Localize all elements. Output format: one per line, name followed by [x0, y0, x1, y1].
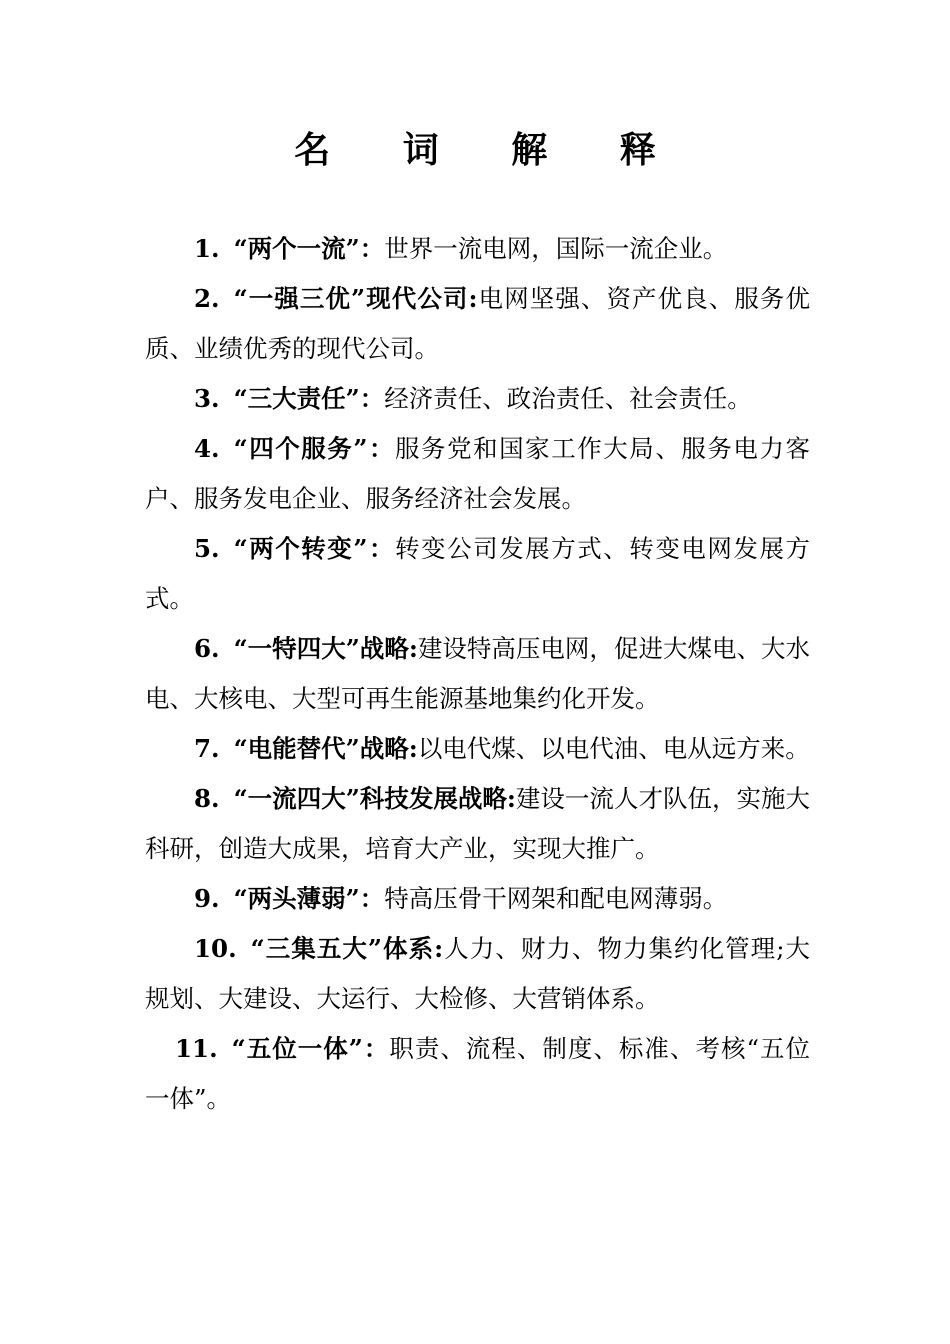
item-definition: 人力、财力、物力集约化管理;大规划、大建设、大运行、大检修、大营销体系。: [145, 934, 810, 1013]
item-definition: 经济责任、政治责任、社会责任。: [384, 384, 752, 413]
item-number: 5.: [194, 534, 220, 563]
definition-item-6: [145, 624, 810, 724]
item-term: “五位一体”：: [231, 1034, 390, 1063]
definition-item-5: [145, 524, 810, 624]
item-number: 7.: [194, 734, 220, 763]
item-number: 11.: [175, 1034, 218, 1063]
item-term: “四个服务”：: [233, 434, 395, 463]
definition-item-10: [145, 924, 810, 1024]
item-definition: 以电代煤、以电代油、电从远方来。: [417, 734, 810, 763]
item-definition: 建设一流人才队伍，实施大科研，创造大成果，培育大产业，实现大推广。: [145, 784, 810, 863]
item-definition: 世界一流电网，国际一流企业。: [384, 234, 728, 263]
item-definition: 特高压骨干网架和配电网薄弱。: [384, 884, 728, 913]
item-term: “两头薄弱”：: [233, 884, 385, 913]
item-term: “一特四大”战略:: [233, 634, 418, 663]
page-title: 名 词 解 释: [294, 129, 686, 171]
definition-list: [145, 224, 810, 1124]
item-definition: 职责、流程、制度、标准、考核“五位一体”。: [145, 1034, 810, 1113]
item-term: “三大责任”：: [233, 384, 385, 413]
item-definition: 电网坚强、资产优良、服务优质、业绩优秀的现代公司。: [145, 284, 810, 363]
item-number: 9.: [194, 884, 220, 913]
item-definition: 建设特高压电网，促进大煤电、大水电、大核电、大型可再生能源基地集约化开发。: [145, 634, 810, 713]
item-term: “两个一流”：: [233, 234, 385, 263]
definition-item-9: [145, 874, 810, 924]
item-number: 10.: [194, 934, 237, 963]
definition-item-8: [145, 774, 810, 874]
definition-item-1: [145, 224, 810, 274]
definition-item-2: [145, 274, 810, 374]
item-number: 4.: [194, 434, 220, 463]
item-term: “三集五大”体系:: [250, 934, 444, 963]
item-term: “两个转变”：: [233, 534, 395, 563]
item-number: 2.: [194, 284, 220, 313]
item-term: “一流四大”科技发展战略:: [233, 784, 516, 813]
item-term: “电能替代”战略:: [233, 734, 418, 763]
definition-item-7: [145, 724, 810, 774]
item-definition: 服务党和国家工作大局、服务电力客户、服务发电企业、服务经济社会发展。: [145, 434, 810, 513]
item-number: 6.: [194, 634, 220, 663]
item-number: 1.: [194, 234, 220, 263]
item-term: “一强三优”现代公司:: [233, 284, 478, 313]
item-number: 3.: [194, 384, 220, 413]
item-definition: 转变公司发展方式、转变电网发展方式。: [145, 534, 810, 613]
item-number: 8.: [194, 784, 220, 813]
definition-item-11: [145, 1024, 810, 1124]
definition-item-4: [145, 424, 810, 524]
definition-item-3: [145, 374, 810, 424]
